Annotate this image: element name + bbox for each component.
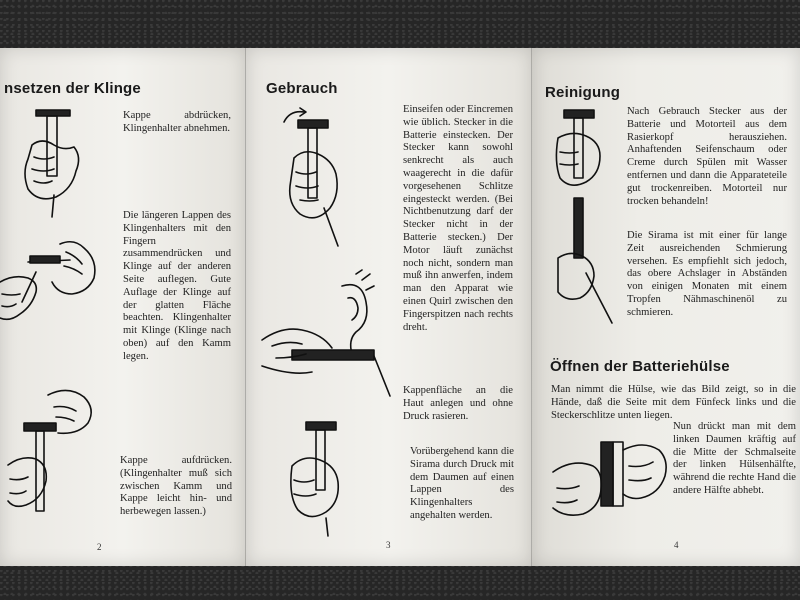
hand-pulling-plug-illustration (556, 108, 626, 328)
page3-text-3: Vorübergehend kann die Sirama durch Druck mit dem Daumen auf einen Lappen des Klingenhalters angehalten werden. (410, 446, 514, 521)
heading-reinigung: Reinigung (545, 84, 621, 101)
hand-thumb-razor-illustration (286, 418, 366, 538)
page4-text-2: Die Sirama ist mit einer für lange Zeit ausreichenden Schmierung versehen. Es empfiehlt sich jedoch, das obere Achslager in Abständen von einigen Monaten mit einem Tropfen Nähmaschinenöl zu schmieren. (627, 230, 787, 318)
page4-text-3: Man nimmt die Hülse, wie das Bild zeigt, so in die Hände, daß die Seite mit dem Fünfeck links und die Steckerschlitze unten liegen. (551, 384, 796, 421)
heading-oeffnen-der-batteriehuelse: Öffnen der Batteriehülse (550, 358, 730, 375)
razor-at-ear-illustration (262, 270, 392, 400)
page2-text-1: Kappe abdrücken, Klingenhalter abnehmen. (123, 110, 231, 134)
page2-text-3: Kappe aufdrücken. (Klingenhalter muß sich zwischen Kamm und Kappe leicht hin- und herbewegen lassen.) (120, 455, 232, 518)
page4-text-4: Nun drückt man mit dem linken Daumen kräftig auf die Mitte der Schmalseite der linken Hülsenhälfte, während die rechte Hand die andere Hälfte abhebt. (673, 421, 796, 496)
page-number-2: 2 (97, 542, 102, 552)
hand-twisting-razor-illustration (280, 108, 360, 248)
page-number-3: 3 (386, 540, 391, 550)
page3-text-1: Einseifen oder Eincremen wie üblich. Stecker in die Batterie einstecken. Der Stecker kann sowohl senkrecht als auch waagerecht in die dafür vorgesehenen Schlitze eingesteckt werden. (Bei Nichtbenutzung darf der Stecker nicht in der Batterie stecken.) Der Motor läuft zunächst noch nicht, sondern man muß ihn anwerfen, indem man den Apparat wie einen Quirl zwischen den Fingerspitzen nach rechts dreht. (403, 104, 514, 333)
page3-text-2: Kappenfläche an die Haut anlegen und ohne Druck rasieren. (403, 385, 513, 422)
page-number-4: 4 (674, 540, 679, 550)
page4-text-1: Nach Gebrauch Stecker aus der Batterie und Motorteil aus dem Rasierkopf herausziehen. Anhaftenden Seifenschaum oder Creme durch Spülen mit Wasser entfernen und dann die Apparateteile gut trockenreiben. Motorteil nur trocken behandeln! (627, 106, 787, 207)
page2-text-2: Die längeren Lappen des Klingenhalters mit den Fingern zusammendrücken und Klinge auf der anderen Seite auflegen. Gute Auflage der Klinge auf der glatten Fläche beachten. Klingenhalter mit Klinge (Klinge nach oben) auf den Kamm legen. (123, 210, 231, 362)
hands-blade-illustration (0, 232, 120, 352)
hands-battery-case-illustration (553, 432, 673, 532)
heading-einsetzen-der-klinge: nsetzen der Klinge (4, 80, 141, 97)
heading-gebrauch: Gebrauch (266, 80, 338, 97)
hand-razor-illustration-2 (8, 385, 108, 530)
hand-razor-illustration-1 (22, 105, 102, 220)
